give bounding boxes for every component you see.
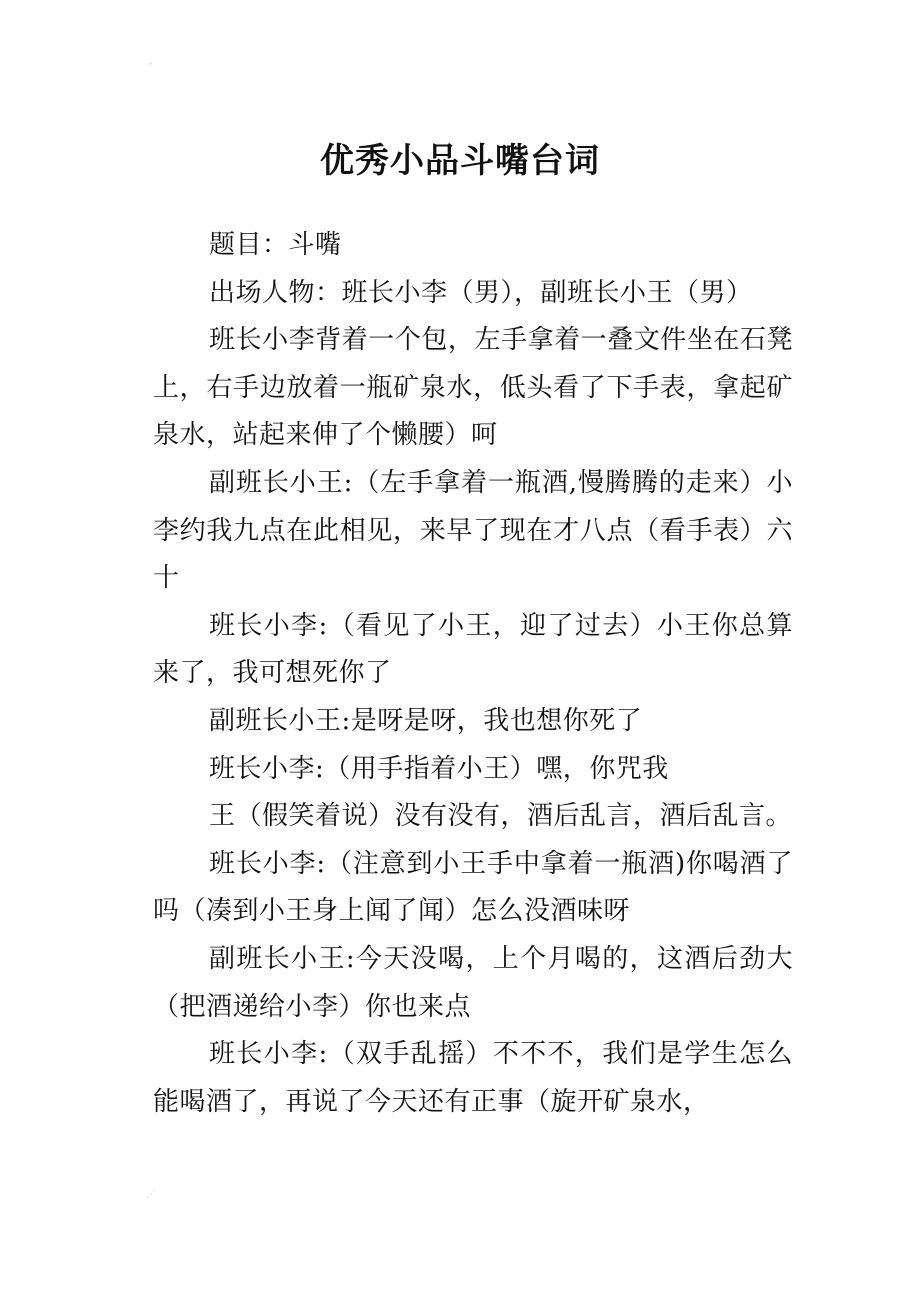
paragraph: 副班长小王:是呀是呀，我也想你死了 bbox=[209, 705, 643, 736]
corner-mark: ˇ bbox=[148, 63, 153, 74]
paragraph: 题目：斗嘴 bbox=[209, 230, 342, 260]
paragraph: 副班长小王:今天没喝，上个月喝的，这酒后劲大（把酒递给小李）你也来点 bbox=[153, 943, 793, 1022]
paragraph: 班长小李:（看见了小王，迎了过去）小王你总算来了，我可想死你了 bbox=[153, 610, 793, 689]
paragraph: 班长小李:（双手乱摇）不不不，我们是学生怎么能喝酒了，再说了今天还有正事（旋开矿泉水， bbox=[153, 1039, 793, 1117]
paragraph: 王（假笑着说）没有没有，酒后乱言，酒后乱言。 bbox=[209, 801, 793, 832]
paragraph: 班长小李:（注意到小王手中拿着一瓶酒)你喝酒了吗（凑到小王身上闻了闻）怎么没酒味呀 bbox=[153, 848, 793, 927]
document-title: 优秀小品斗嘴台词 bbox=[320, 140, 600, 181]
paragraph: 副班长小王:（左手拿着一瓶酒,慢腾腾的走来）小李约我九点在此相见，来早了现在才八点（看手表）六十 bbox=[153, 467, 793, 594]
document-body bbox=[153, 222, 793, 1126]
paragraph: 出场人物：班长小李（男），副班长小王（男） bbox=[209, 277, 753, 308]
paragraph: 班长小李背着一个包，左手拿着一叠文件坐在石凳上，右手边放着一瓶矿泉水，低头看了下手表，拿起矿泉水，站起来伸了个懒腰）呵 bbox=[153, 325, 793, 451]
corner-mark: ⋰ bbox=[146, 1189, 156, 1200]
paragraph: 班长小李:（用手指着小王）嘿，你咒我 bbox=[209, 753, 669, 784]
